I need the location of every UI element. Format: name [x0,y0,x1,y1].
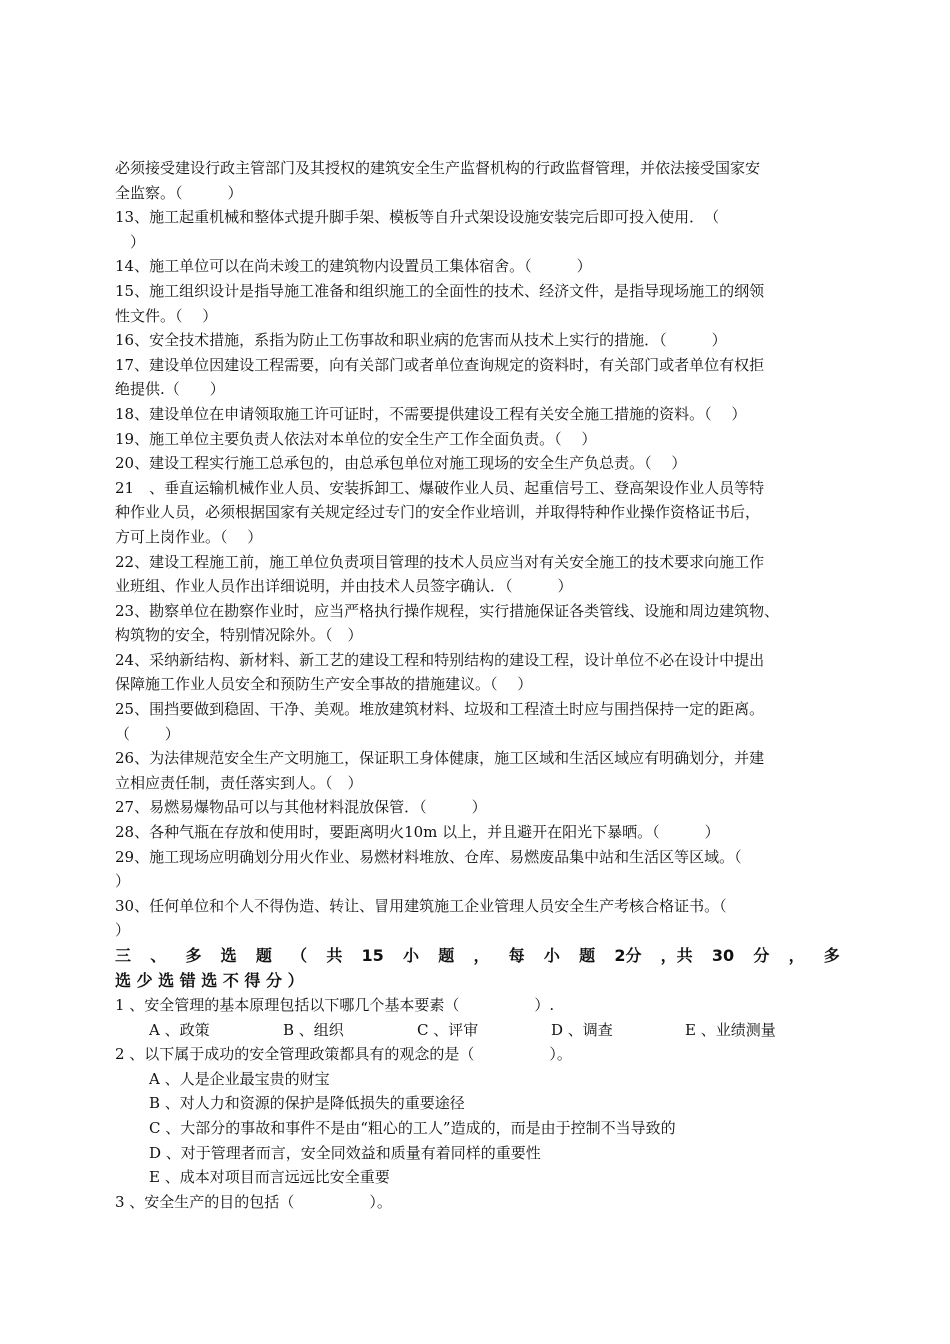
text-line: 28、各种气瓶在存放和使用时，要距离明火10m 以上，并且避开在阳光下暴晒。（ ） [115,823,720,842]
question-3: 3 、安全生产的目的包括（ ）。 [115,1192,392,1211]
text-line: 必须接受建设行政主管部门及其授权的建筑安全生产监督机构的行政监督管理，并依法接受国家安 [115,159,761,177]
heading-part: 15 [361,946,384,965]
true-false-questions [115,156,840,943]
heading-part: ， [473,946,490,965]
option-e: E 、业绩测量 [685,1020,776,1039]
document-page [115,156,840,1214]
text-line: 19、施工单位主要负责人依法对本单位的安全生产工作全面负责。（ ） [115,429,597,448]
option-a: A 、政策 [149,1020,210,1039]
heading-part: （ [291,946,308,965]
heading-part: 题 [438,946,455,965]
heading-part: 2分 [614,946,642,965]
option-b: B 、对人力和资源的保护是降低损失的重要途径 [149,1094,465,1113]
text-line: 绝提供.（ ） [115,380,225,399]
text-line: 种作业人员，必须根据国家有关规定经过专门的安全作业培训，并取得特种作业操作资格证书后， [115,503,761,522]
text-line: ） [115,232,146,251]
text-line: ） [115,921,131,940]
text-line: 30、任何单位和个人不得伪造、转让、冒用建筑施工企业管理人员安全生产考核合格证书。（ [115,896,727,915]
section-heading-continued: 选 少 选 错 选 不 得 分 ） [115,971,304,990]
text-line: 23、勘察单位在勘察作业时，应当严格执行操作规程，实行措施保证各类管线、设施和周边建筑物、 [115,601,780,620]
option-a: A 、人是企业最宝贵的财宝 [149,1069,330,1088]
text-line: 16、安全技术措施，系指为防止工伤事故和职业病的危害而从技术上实行的措施．（ ） [115,331,727,350]
heading-part: 多 [185,946,202,965]
text-line: 27、易燃易爆物品可以与其他材料混放保管．（ ） [115,798,487,817]
option-e: E 、成本对项目而言远远比安全重要 [149,1168,390,1187]
option-d: D 、对于管理者而言，安全同效益和质量有着同样的重要性 [149,1143,541,1162]
text-line: 13、施工起重机械和整体式提升脚手架、模板等自升式架设设施安装完后即可投入使用． （ [115,208,720,227]
heading-part: 题 [579,946,596,965]
text-line: 业班组、作业人员作出详细说明，并由技术人员签字确认．（ ） [115,577,573,596]
text-line: 18、建设单位在申请领取施工许可证时，不需要提供建设工程有关安全施工措施的资料。（ ） [115,404,747,423]
text-line: 立相应责任制，责任落实到人。（ ） [115,773,363,792]
heading-part: 分 [753,946,770,965]
heading-part: ， [788,946,805,965]
text-line: 17、建设单位因建设工程需要，向有关部门或者单位查询规定的资料时，有关部门或者单位有权拒 [115,355,765,374]
heading-part: 、 [150,946,167,965]
heading-part: ，共 [660,946,693,965]
text-line: 15、施工组织设计是指导施工准备和组织施工的全面性的技术、经济文件，是指导现场施工的纲领 [115,281,765,300]
option-c: C 、大部分的事故和事件不是由“粗心的工人”造成的，而是由于控制不当导致的 [149,1118,676,1137]
heading-part: 30 [711,946,735,965]
text-line: 构筑物的安全，特别情况除外。（ ） [115,626,363,645]
text-line: 20、建设工程实行施工总承包的，由总承包单位对施工现场的安全生产负总责。（ ） [115,454,687,473]
heading-part: 小 [403,946,420,965]
text-line: （ ） [115,724,180,743]
text-line: 21 、垂直运输机械作业人员、安装拆卸工、爆破作业人员、起重信号工、登高架设作业人员等特 [115,478,765,497]
heading-part: 多 [823,946,840,965]
option-c: C 、评审 [417,1020,479,1039]
heading-part: 每 [508,946,525,965]
text-line: 24、采纳新结构、新材料、新工艺的建设工程和特别结构的建设工程，设计单位不必在设计中提出 [115,650,765,669]
heading-part: 题 [255,946,272,965]
text-line: 25、围挡要做到稳固、干净、美观。堆放建筑材料、垃圾和工程渣土时应与围挡保持一定的距离。 [115,700,765,719]
option-b: B 、组织 [283,1020,344,1039]
text-line: 22、建设工程施工前，施工单位负责项目管理的技术人员应当对有关安全施工的技术要求向施工作 [115,552,765,571]
question-2: 2 、以下属于成功的安全管理政策都具有的观念的是（ ）。 [115,1045,572,1064]
section-heading [115,943,840,968]
text-line: 14、施工单位可以在尚未竣工的建筑物内设置员工集体宿舍。（ ） [115,257,592,276]
text-line: 保障施工作业人员安全和预防生产安全事故的措施建议。（ ） [115,675,533,694]
text-line: 29、施工现场应明确划分用火作业、易燃材料堆放、仓库、易燃废品集中站和生活区等区域。（ [115,847,742,866]
heading-part: 小 [543,946,560,965]
heading-part: 选 [220,946,237,965]
text-line: 26、为法律规范安全生产文明施工，保证职工身体健康，施工区域和生活区域应有明确划分，并建 [115,749,765,768]
text-line: 性文件。（ ） [115,306,218,325]
question-1-options [115,1018,840,1043]
multiple-choice-questions [115,993,840,1214]
heading-part: 三 [115,946,132,965]
question-1: 1 、安全管理的基本原理包括以下哪几个基本要素（ ）. [115,996,555,1014]
text-line: ） [115,872,131,891]
text-line: 全监察。（ ） [115,183,243,202]
option-d: D 、调查 [551,1020,613,1039]
heading-part: 共 [326,946,343,965]
text-line: 方可上岗作业。（ ） [115,527,263,546]
